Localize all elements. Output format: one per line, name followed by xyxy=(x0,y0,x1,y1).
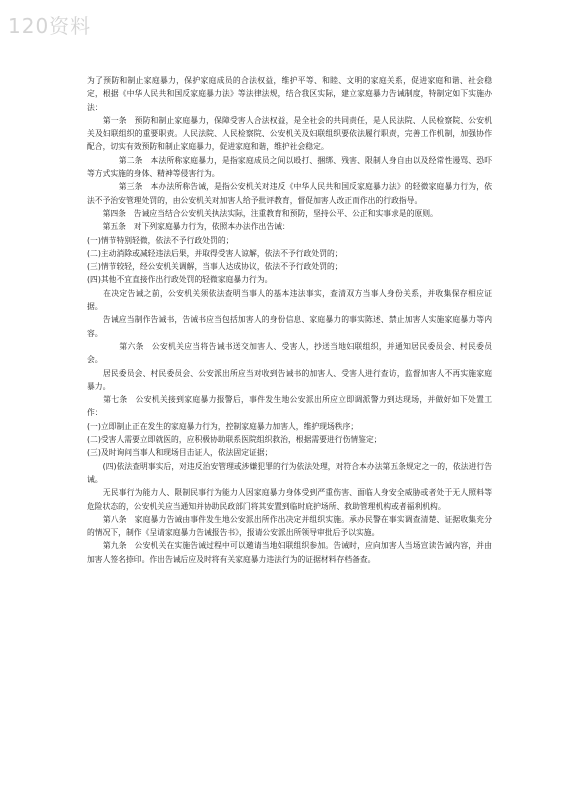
list-item: (三)及时询问当事人和现场目击证人，依法固定证据； xyxy=(87,448,273,458)
list-item: (二)主动消除或减轻违法后果，并取得受害人谅解，依法不予行政处罚的； xyxy=(87,248,343,258)
list-item: (四)其他不宜直接作出行政处罚的轻微家庭暴力行为。 xyxy=(87,275,273,285)
paragraph-article-6: 第六条 公安机关应当将告诫书送交加害人、受害人，抄送当地妇联组织，并通知居民委员会、村民委员会。 xyxy=(87,341,492,365)
paragraph-shelter: 无民事行为能力人、限制民事行为能力人因家庭暴力身体受到严重伤害、面临人身安全威胁或者处于无人照料等危险状态的，公安机关应当通知并协助民政部门将其安置到临时庇护场所、救助管理机构或者福利机构。 xyxy=(87,488,492,511)
list-item: (二)受害人需要立即就医的，应积极协助联系医院组织救治，根据需要进行伤情鉴定； xyxy=(87,435,382,445)
document-body xyxy=(87,74,492,566)
paragraph-article-9: 第九条 公安机关在实施告诫过程中可以邀请当地妇联组织参加。告诫时，应向加害人当场宣读告诫内容，并由加害人签名捺印。作出告诫后应及时将有关家庭暴力违法行为的证据材料存档备查。 xyxy=(87,541,492,564)
paragraph-pre-warning-check: 在决定告诫之前，公安机关须依法查明当事人的基本违法事实，查清双方当事人身份关系，并收集保存相应证据。 xyxy=(87,288,492,312)
paragraph-article-7: 第七条 公安机关接到家庭暴力报警后，事件发生地公安派出所应立即调派警力到达现场，并做好如下处置工作： xyxy=(87,395,492,418)
list-item: (四)依法查明事实后，对违反治安管理或涉嫌犯罪的行为依法处理，对符合本办法第五条规定之一的，依法进行告诫。 xyxy=(87,461,492,484)
paragraph-article-8: 第八条 家庭暴力告诫由事件发生地公安派出所作出决定并组织实施。承办民警在事实调查清楚、证据收集充分的情况下，制作《呈请家庭暴力告诫报告书》，报请公安派出所领导审批后予以实施。 xyxy=(87,514,492,538)
paragraph-article-5: 第五条 对下列家庭暴力行为，依照本办法作出告诫： xyxy=(87,222,290,232)
list-item: (一)立即制止正在发生的家庭暴力行为，控制家庭暴力加害人，维护现场秩序； xyxy=(87,421,359,431)
paragraph-article-3: 第三条 本办法所称告诫，是指公安机关对违反《中华人民共和国反家庭暴力法》的轻微家庭暴力行为，依法不予治安管理处罚的，由公安机关对加害人给予批评教育，督促加害人改正而作出的行政指导。 xyxy=(87,182,492,205)
paragraph-follow-up: 居民委员会、村民委员会、公安派出所应当对收到告诫书的加害人、受害人进行查访，监督加害人不再实施家庭暴力。 xyxy=(87,368,492,391)
paragraph-article-1: 第一条 预防和制止家庭暴力，保障受害人合法权益，是全社会的共同责任，是人民法院、人民检察院、公安机关及妇联组织的重要职责。人民法院、人民检察院、公安机关及妇联组织要依法履行职责，完善工作机制，加强协作配合，切实有效预防和制止家庭暴力，促进家庭和谐，维护社会稳定。 xyxy=(87,115,492,152)
paragraph-intro: 为了预防和制止家庭暴力，保护家庭成员的合法权益，维护平等、和睦、文明的家庭关系，促进家庭和谐、社会稳定，根据《中华人民共和国反家庭暴力法》等法律法规，结合我区实际，建立家庭暴力告诫制度，特制定如下实施办法： xyxy=(87,76,492,112)
paragraph-article-4: 第四条 告诫应当结合公安机关执法实际，注重教育和预防，坚持公平、公正和实事求是的原则。 xyxy=(87,208,438,218)
list-item: (一)情节特别轻微，依法不予行政处罚的； xyxy=(87,235,234,245)
list-item: (三)情节较轻，经公安机关调解，当事人达成协议，依法不予行政处罚的； xyxy=(87,262,343,272)
watermark-logo: 120资料 xyxy=(8,14,92,38)
paragraph-article-2: 第二条 本法所称家庭暴力，是指家庭成员之间以殴打、捆绑、残害、限制人身自由以及经常性谩骂、恐吓等方式实施的身体、精神等侵害行为。 xyxy=(87,155,492,179)
paragraph-warning-document: 告诫应当制作告诫书，告诫书应当包括加害人的身份信息、家庭暴力的事实陈述、禁止加害人实施家庭暴力等内容。 xyxy=(87,315,492,338)
